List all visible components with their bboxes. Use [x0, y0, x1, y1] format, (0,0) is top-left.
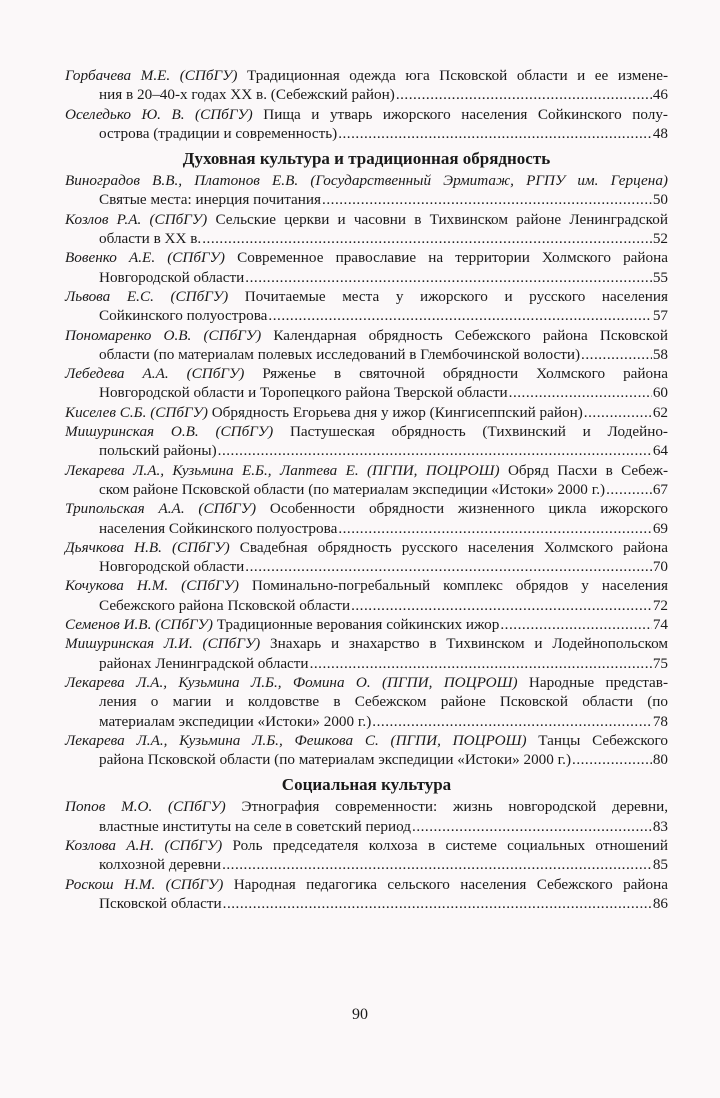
dot-leader	[322, 190, 652, 209]
entry-first-line	[65, 66, 668, 85]
entry-title-end: острова (традиции и современность)	[99, 124, 338, 142]
entry-title-start: Обряд Пасхи в Себеж-	[507, 461, 668, 479]
dot-leader	[245, 268, 652, 287]
entry-page-number: 60	[652, 384, 668, 402]
dot-leader	[606, 480, 652, 499]
entry-title-end: Сойкинского полуострова	[99, 307, 268, 325]
entry-first-line	[65, 287, 668, 306]
entry-first-line	[65, 673, 668, 692]
toc-entry	[65, 797, 668, 836]
entry-title-start: Поминально-погребальный комплекс обрядов у населения	[251, 577, 668, 595]
section-title: Социальная культура	[281, 775, 452, 795]
dot-leader	[396, 85, 652, 104]
toc-entry	[65, 364, 668, 403]
entry-title-end: области (по материалам полевых исследований в Глембочинской волости)	[99, 345, 581, 363]
entry-author: Пономаренко О.В. (СПбГУ)	[65, 326, 262, 344]
entry-page-number: 72	[652, 596, 668, 614]
entry-first-line	[65, 105, 668, 124]
entry-author: Вовенко А.Е. (СПбГУ)	[65, 249, 225, 267]
entry-first-line	[65, 326, 668, 345]
toc-entry	[65, 875, 668, 914]
entry-author: Кочукова Н.М. (СПбГУ)	[65, 577, 239, 595]
dot-leader	[584, 403, 652, 422]
toc-entry	[65, 836, 668, 875]
entry-first-line	[65, 171, 668, 190]
entry-page-number: 80	[652, 751, 668, 769]
dot-leader	[268, 306, 651, 325]
entry-title-start: Особенности обрядности жизненного цикла ижорского	[269, 500, 669, 518]
entry-first-line	[65, 797, 668, 816]
entry-page-number: 52	[652, 230, 668, 248]
dot-leader	[202, 229, 652, 248]
entry-first-line	[65, 364, 668, 383]
entry-first-line	[65, 836, 668, 855]
entry-title-start: Танцы Себежского	[538, 731, 668, 749]
entry-author: Попов М.О. (СПбГУ)	[65, 798, 226, 816]
entry-title-start: Сельские церкви и часовни в Тихвинском районе Ленинградской	[215, 210, 669, 228]
entry-title-start: Пастушеская обрядность (Тихвинский и Лодейно-	[289, 423, 668, 441]
dot-leader	[412, 817, 652, 836]
entry-title-start: Роль председателя колхоза в системе социальных отношений	[232, 836, 668, 854]
toc-entry	[65, 403, 668, 422]
entry-title-start: Народная педагогика сельского населения Себежского района	[233, 875, 668, 893]
toc-entry	[65, 615, 668, 634]
toc-entry	[65, 499, 668, 538]
entry-title-end: Новгородской области	[99, 268, 245, 286]
toc-entry	[65, 634, 668, 673]
entry-author: Лекарева Л.А., Кузьмина Е.Б., Лаптева Е. (ПГПИ, ПОЦРОШ)	[65, 461, 500, 479]
entry-title-start: Современное православие на территории Холмского района	[237, 249, 669, 267]
entry-title-start: Почитаемые места у ижорского и русского населения	[244, 287, 668, 305]
dot-leader	[310, 654, 652, 673]
dot-leader	[223, 894, 652, 913]
entry-title-end: колхозной деревни	[99, 856, 222, 874]
entry-title-start: Ряженье в святочной обрядности Холмского района	[262, 365, 668, 383]
entry-page-number: 48	[652, 124, 668, 142]
toc-entry	[65, 538, 668, 577]
dot-leader	[222, 855, 652, 874]
dot-leader	[500, 615, 651, 634]
toc-entry	[65, 105, 668, 144]
entry-title-end: ния в 20–40-х годах XX в. (Себежский район)	[99, 86, 395, 104]
toc-entry	[65, 171, 668, 210]
entry-page-number: 69	[652, 519, 668, 537]
entry-first-line	[65, 576, 668, 595]
entry-author: Виноградов В.В., Платонов Е.В. (Государственный Эрмитаж, РГПУ им. Герцена)	[65, 172, 668, 190]
entry-title-end: польский районы)	[99, 442, 217, 460]
dot-leader	[372, 712, 652, 731]
entry-page-number: 78	[652, 712, 668, 730]
entry-author: Козлов Р.А. (СПбГУ)	[65, 210, 208, 228]
toc-entry	[65, 731, 668, 770]
entry-page-number: 62	[652, 403, 668, 421]
entry-page-number: 85	[652, 856, 668, 874]
entry-author: Трипольская А.А. (СПбГУ)	[65, 500, 257, 518]
table-of-contents	[65, 66, 668, 913]
entry-author: Мишуринская О.В. (СПбГУ)	[65, 423, 274, 441]
dot-leader	[509, 383, 652, 402]
entry-author: Дьячкова Н.В. (СПбГУ)	[65, 538, 230, 556]
entry-page-number: 55	[652, 268, 668, 286]
entry-first-line	[65, 210, 668, 229]
section-title: Духовная культура и традиционная обрядность	[182, 149, 551, 169]
entry-page-number: 64	[652, 442, 668, 460]
entry-title-end: властные институты на селе в советский период	[99, 817, 412, 835]
entry-title-end: Святые места: инерция почитания	[99, 191, 322, 209]
entry-page-number: 86	[652, 894, 668, 912]
entry-author: Лебедева А.А. (СПбГУ)	[65, 365, 245, 383]
toc-entry	[65, 326, 668, 365]
entry-page-number: 50	[652, 191, 668, 209]
entry-author: Горбачева М.Е. (СПбГУ)	[65, 67, 238, 84]
entry-page-number: 83	[652, 817, 668, 835]
toc-entry	[65, 210, 668, 249]
dot-leader	[218, 441, 652, 460]
entry-author: Лекарева Л.А., Кузьмина Л.Б., Фомина О. (ПГПИ, ПОЦРОШ)	[65, 673, 518, 691]
dot-leader	[338, 519, 652, 538]
entry-page-number: 46	[652, 86, 668, 104]
page-number: 90	[352, 1006, 368, 1023]
entry-title-start: Знахарь и знахарство в Тихвинском и Лодейнопольском	[270, 635, 669, 653]
entry-title-end: районах Ленинградской области	[99, 654, 309, 672]
entry-title-end: Новгородской области	[99, 558, 245, 576]
entry-first-line	[65, 538, 668, 557]
entry-first-line	[65, 461, 668, 480]
entry-page-number: 67	[652, 480, 668, 498]
entry-author: Львова Е.С. (СПбГУ)	[65, 287, 229, 305]
entry-first-line	[65, 634, 668, 653]
entry-first-line	[65, 499, 668, 518]
dot-leader	[581, 345, 652, 364]
entry-title-end: Новгородской области и Торопецкого района Тверской области	[99, 384, 508, 402]
entry-title-end: населения Сойкинского полуострова	[99, 519, 338, 537]
toc-entry	[65, 248, 668, 287]
entry-title-start: Свадебная обрядность русского населения Холмского района	[239, 538, 668, 556]
entry-title-end: Псковской области	[99, 894, 222, 912]
toc-entry	[65, 66, 668, 105]
entry-title-middle: ления о магии и колдовстве в Себежском районе Псковской области (по	[99, 693, 668, 711]
dot-leader	[572, 750, 652, 769]
dot-leader	[338, 124, 652, 143]
toc-entry	[65, 673, 668, 731]
toc-entry	[65, 287, 668, 326]
entry-page-number: 58	[652, 345, 668, 363]
entry-page-number: 75	[652, 654, 668, 672]
entry-author: Роскош Н.М. (СПбГУ)	[65, 875, 224, 893]
entry-page-number: 57	[652, 307, 668, 325]
entry-first-line	[65, 875, 668, 894]
entry-author: Лекарева Л.А., Кузьмина Л.Б., Фешкова С. (ПГПИ, ПОЦРОШ)	[65, 731, 527, 749]
entry-title-start: Народные представ-	[528, 673, 669, 691]
toc-entry	[65, 422, 668, 461]
entry-title-end: Себежского района Псковской области	[99, 596, 351, 614]
entry-author: Мишуринская Л.И. (СПбГУ)	[65, 635, 261, 653]
dot-leader	[351, 596, 652, 615]
entry-page-number: 70	[652, 558, 668, 576]
entry-author: Киселев С.Б. (СПбГУ)	[65, 403, 208, 421]
entry-title-end: района Псковской области (по материалам экспедиции «Истоки» 2000 г.)	[99, 751, 572, 769]
entry-title-start: Этнография современности: жизнь новгородской деревни,	[241, 798, 669, 816]
entry-first-line	[65, 731, 668, 750]
entry-title-start: Пища и утварь ижорского населения Сойкинского полу-	[263, 105, 668, 123]
dot-leader	[245, 557, 652, 576]
entry-title-end: материалам экспедиции «Истоки» 2000 г.)	[99, 712, 372, 730]
entry-author: Козлова А.Н. (СПбГУ)	[65, 836, 223, 854]
entry-page-number: 74	[652, 616, 668, 634]
toc-entry	[65, 461, 668, 500]
entry-title-end: Обрядность Егорьева дня у ижор (Кингисеппский район)	[211, 403, 583, 421]
entry-title-end: Традиционные верования сойкинских ижор	[216, 616, 500, 634]
entry-author: Оселедько Ю. В. (СПбГУ)	[65, 105, 253, 123]
entry-title-end: области в XX в.	[99, 230, 202, 248]
entry-title-start: Традиционная одежда юга Псковской области и ее измене-	[247, 67, 669, 84]
entry-author: Семенов И.В. (СПбГУ)	[65, 616, 213, 634]
entry-title-end: ском районе Псковской области (по материалам экспедиции «Истоки» 2000 г.)	[99, 480, 606, 498]
entry-title-start: Календарная обрядность Себежского района Псковской	[273, 326, 668, 344]
entry-first-line	[65, 422, 668, 441]
toc-entry	[65, 576, 668, 615]
entry-first-line	[65, 248, 668, 267]
